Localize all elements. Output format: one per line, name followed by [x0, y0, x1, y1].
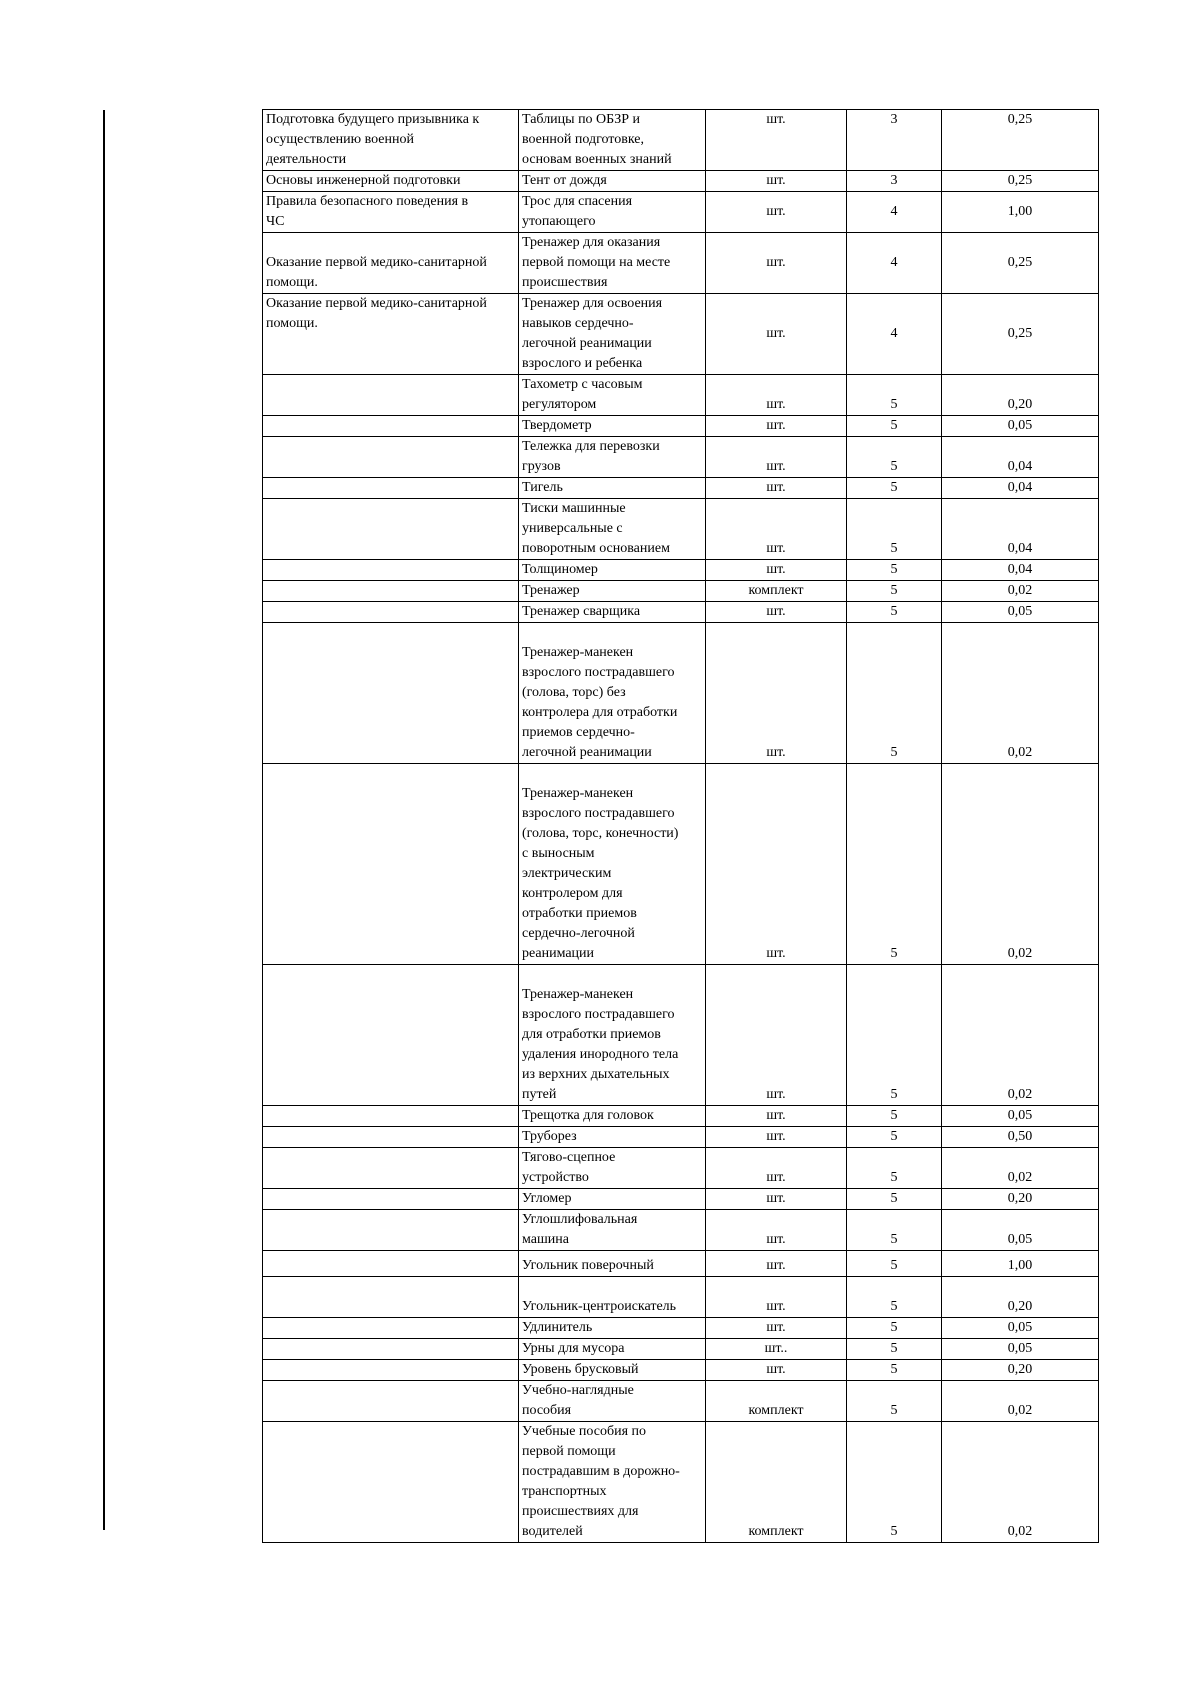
cell-qty: 5: [847, 1339, 942, 1360]
cell-coef: 0,04: [942, 437, 1099, 478]
cell-subject: Основы инженерной подготовки: [263, 171, 519, 192]
table-row: [263, 1148, 1099, 1189]
cell-coef: 0,04: [942, 499, 1099, 560]
cell-unit: шт.: [706, 437, 847, 478]
table-row: [263, 965, 1099, 1106]
cell-unit: шт.: [706, 764, 847, 965]
cell-unit: шт.: [706, 233, 847, 294]
cell-qty: 5: [847, 416, 942, 437]
cell-subject: [263, 478, 519, 499]
cell-qty: 4: [847, 294, 942, 375]
cell-unit: шт.: [706, 560, 847, 581]
cell-unit: шт.: [706, 1318, 847, 1339]
cell-item: Тренажер-манекен взрослого пострадавшего для отработки приемов удаления инородного тела из верхних дыхательных путей: [519, 965, 706, 1106]
table-row: [263, 437, 1099, 478]
cell-subject: [263, 1360, 519, 1381]
table-row: [263, 1251, 1099, 1277]
cell-item: Тиски машинные универсальные с поворотным основанием: [519, 499, 706, 560]
cell-qty: 5: [847, 623, 942, 764]
cell-coef: 0,02: [942, 623, 1099, 764]
cell-item: Углошлифовальная машина: [519, 1210, 706, 1251]
cell-item: Урны для мусора: [519, 1339, 706, 1360]
cell-qty: 5: [847, 437, 942, 478]
table-row: [263, 1339, 1099, 1360]
cell-unit: шт.: [706, 499, 847, 560]
cell-coef: 1,00: [942, 192, 1099, 233]
cell-qty: 4: [847, 192, 942, 233]
cell-qty: 5: [847, 1422, 942, 1543]
cell-item: Тренажер для освоения навыков сердечно- легочной реанимации взрослого и ребенка: [519, 294, 706, 375]
equipment-table: [262, 109, 1099, 1543]
table-row: [263, 1106, 1099, 1127]
cell-subject: [263, 1339, 519, 1360]
cell-unit: шт.: [706, 965, 847, 1106]
cell-subject: Правила безопасного поведения в ЧС: [263, 192, 519, 233]
cell-coef: 0,02: [942, 1422, 1099, 1543]
cell-qty: 3: [847, 110, 942, 171]
cell-unit: шт.: [706, 1127, 847, 1148]
table-row: [263, 1422, 1099, 1543]
cell-item: Тренажер сварщика: [519, 602, 706, 623]
cell-unit: комплект: [706, 1381, 847, 1422]
table-row: [263, 192, 1099, 233]
cell-coef: 0,05: [942, 1318, 1099, 1339]
cell-subject: [263, 965, 519, 1106]
cell-item: Тягово-сцепное устройство: [519, 1148, 706, 1189]
table-row: [263, 623, 1099, 764]
table-row: [263, 110, 1099, 171]
cell-unit: шт.: [706, 1148, 847, 1189]
cell-qty: 5: [847, 1148, 942, 1189]
table-row: [263, 1210, 1099, 1251]
cell-qty: 5: [847, 478, 942, 499]
cell-coef: 0,02: [942, 965, 1099, 1106]
cell-qty: 5: [847, 1360, 942, 1381]
table-row: [263, 602, 1099, 623]
cell-coef: 0,25: [942, 110, 1099, 171]
table-row: [263, 478, 1099, 499]
cell-coef: 0,02: [942, 1381, 1099, 1422]
table-row: [263, 499, 1099, 560]
cell-qty: 5: [847, 1318, 942, 1339]
cell-coef: 0,20: [942, 1360, 1099, 1381]
table-row: [263, 581, 1099, 602]
cell-coef: 0,02: [942, 1148, 1099, 1189]
table-row: [263, 1127, 1099, 1148]
cell-qty: 5: [847, 1277, 942, 1318]
cell-subject: [263, 1422, 519, 1543]
cell-subject: [263, 1148, 519, 1189]
cell-qty: 5: [847, 1381, 942, 1422]
cell-qty: 5: [847, 1127, 942, 1148]
cell-item: Тахометр с часовым регулятором: [519, 375, 706, 416]
cell-subject: [263, 581, 519, 602]
table-body: [263, 110, 1099, 1543]
table-row: [263, 1189, 1099, 1210]
cell-subject: [263, 499, 519, 560]
cell-item: Трещотка для головок: [519, 1106, 706, 1127]
cell-coef: 0,04: [942, 560, 1099, 581]
cell-subject: [263, 1381, 519, 1422]
cell-subject: Оказание первой медико-санитарной помощи.: [263, 294, 519, 375]
cell-item: Труборез: [519, 1127, 706, 1148]
cell-subject: [263, 1277, 519, 1318]
cell-item: Тележка для перевозки грузов: [519, 437, 706, 478]
cell-coef: 0,25: [942, 171, 1099, 192]
cell-qty: 5: [847, 1189, 942, 1210]
cell-unit: шт.: [706, 1277, 847, 1318]
cell-unit: шт.: [706, 416, 847, 437]
cell-item: Угольник поверочный: [519, 1251, 706, 1277]
cell-coef: 0,05: [942, 602, 1099, 623]
cell-subject: Оказание первой медико-санитарной помощи.: [263, 233, 519, 294]
cell-subject: Подготовка будущего призывника к осуществлению военной деятельности: [263, 110, 519, 171]
table-row: [263, 1318, 1099, 1339]
cell-coef: 0,05: [942, 416, 1099, 437]
cell-item: Трос для спасения утопающего: [519, 192, 706, 233]
cell-item: Тент от дождя: [519, 171, 706, 192]
cell-item: Твердометр: [519, 416, 706, 437]
cell-qty: 5: [847, 581, 942, 602]
cell-subject: [263, 602, 519, 623]
cell-item: Удлинитель: [519, 1318, 706, 1339]
table-row: [263, 294, 1099, 375]
cell-subject: [263, 1210, 519, 1251]
cell-unit: шт.: [706, 1360, 847, 1381]
cell-item: Тренажер для оказания первой помощи на месте происшествия: [519, 233, 706, 294]
cell-qty: 5: [847, 560, 942, 581]
cell-coef: 0,25: [942, 294, 1099, 375]
cell-qty: 5: [847, 1210, 942, 1251]
cell-unit: шт.: [706, 478, 847, 499]
table-row: [263, 171, 1099, 192]
cell-unit: шт.: [706, 192, 847, 233]
cell-coef: 0,04: [942, 478, 1099, 499]
cell-subject: [263, 764, 519, 965]
cell-unit: шт.: [706, 375, 847, 416]
cell-subject: [263, 375, 519, 416]
cell-qty: 5: [847, 1251, 942, 1277]
cell-item: Угломер: [519, 1189, 706, 1210]
cell-coef: 0,25: [942, 233, 1099, 294]
cell-coef: 0,20: [942, 1189, 1099, 1210]
cell-subject: [263, 1127, 519, 1148]
cell-unit: шт.: [706, 602, 847, 623]
cell-unit: шт.: [706, 623, 847, 764]
cell-coef: 0,20: [942, 1277, 1099, 1318]
cell-subject: [263, 560, 519, 581]
cell-coef: 1,00: [942, 1251, 1099, 1277]
cell-unit: шт..: [706, 1339, 847, 1360]
table-row: [263, 1381, 1099, 1422]
cell-qty: 3: [847, 171, 942, 192]
cell-subject: [263, 1251, 519, 1277]
cell-subject: [263, 623, 519, 764]
cell-coef: 0,05: [942, 1106, 1099, 1127]
cell-unit: шт.: [706, 1189, 847, 1210]
cell-coef: 0,50: [942, 1127, 1099, 1148]
table-row: [263, 560, 1099, 581]
cell-unit: комплект: [706, 1422, 847, 1543]
cell-subject: [263, 1189, 519, 1210]
cell-unit: шт.: [706, 1106, 847, 1127]
cell-qty: 5: [847, 1106, 942, 1127]
cell-item: Таблицы по ОБЗР и военной подготовке, основам военных знаний: [519, 110, 706, 171]
cell-coef: 0,20: [942, 375, 1099, 416]
table-row: [263, 1360, 1099, 1381]
cell-qty: 5: [847, 965, 942, 1106]
cell-subject: [263, 416, 519, 437]
cell-subject: [263, 1106, 519, 1127]
cell-item: Тренажер-манекен взрослого пострадавшего (голова, торс) без контролера для отработки приемов сердечно- легочной реанимации: [519, 623, 706, 764]
cell-unit: шт.: [706, 1210, 847, 1251]
table-row: [263, 375, 1099, 416]
cell-coef: 0,05: [942, 1210, 1099, 1251]
table-row: [263, 1277, 1099, 1318]
cell-qty: 5: [847, 764, 942, 965]
cell-unit: шт.: [706, 1251, 847, 1277]
cell-coef: 0,02: [942, 764, 1099, 965]
cell-item: Угольник-центроискатель: [519, 1277, 706, 1318]
margin-line: [103, 110, 105, 1530]
cell-item: Тренажер: [519, 581, 706, 602]
cell-coef: 0,05: [942, 1339, 1099, 1360]
cell-item: Тренажер-манекен взрослого пострадавшего (голова, торс, конечности) с выносным электрическим контролером для отработки приемов сердечно-легочной реанимации: [519, 764, 706, 965]
cell-qty: 4: [847, 233, 942, 294]
cell-unit: шт.: [706, 110, 847, 171]
cell-coef: 0,02: [942, 581, 1099, 602]
cell-unit: комплект: [706, 581, 847, 602]
cell-item: Учебно-наглядные пособия: [519, 1381, 706, 1422]
cell-item: Толщиномер: [519, 560, 706, 581]
table-row: [263, 764, 1099, 965]
cell-qty: 5: [847, 602, 942, 623]
cell-subject: [263, 1318, 519, 1339]
cell-unit: шт.: [706, 294, 847, 375]
cell-qty: 5: [847, 375, 942, 416]
cell-item: Тигель: [519, 478, 706, 499]
cell-qty: 5: [847, 499, 942, 560]
table-row: [263, 416, 1099, 437]
cell-unit: шт.: [706, 171, 847, 192]
cell-subject: [263, 437, 519, 478]
cell-item: Учебные пособия по первой помощи пострадавшим в дорожно- транспортных происшествиях для водителей: [519, 1422, 706, 1543]
cell-item: Уровень брусковый: [519, 1360, 706, 1381]
table-row: [263, 233, 1099, 294]
